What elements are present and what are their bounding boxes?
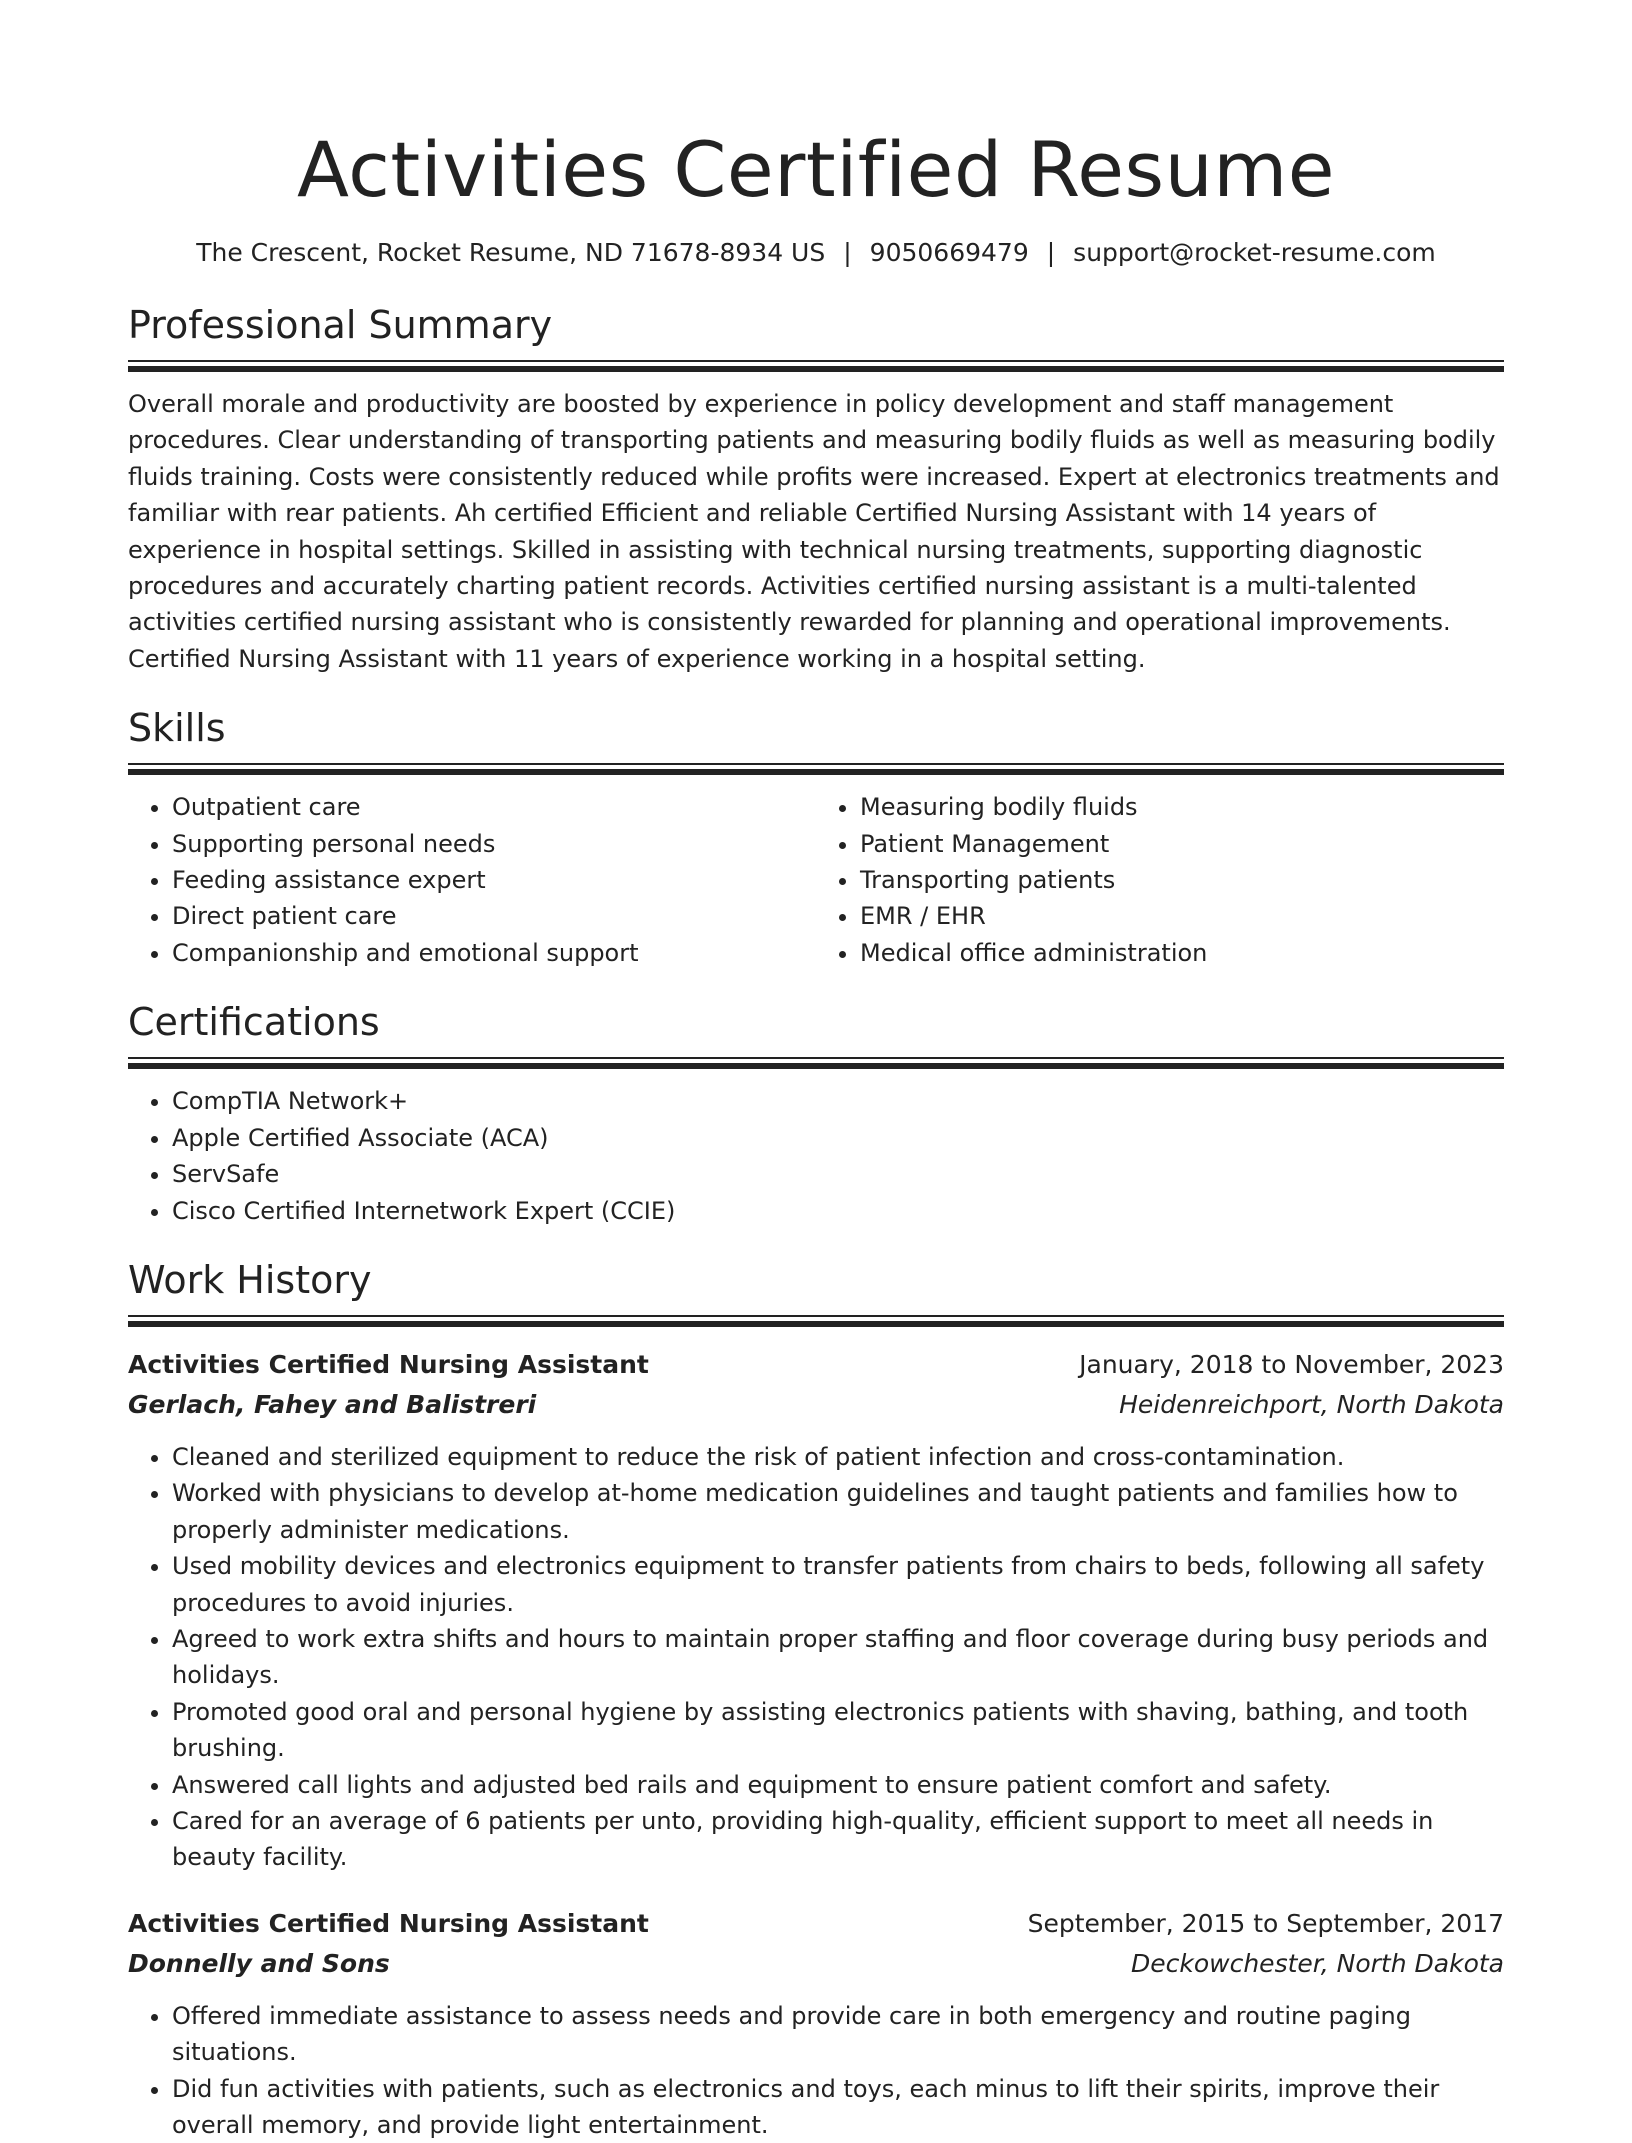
job-entry xyxy=(128,1345,1504,1876)
job-dates: September, 2015 to September, 2017 xyxy=(1027,1908,1504,1938)
job-company: Gerlach, Fahey and Balistreri xyxy=(128,1389,537,1419)
skill-item: • Direct patient care xyxy=(172,898,816,934)
job-bullet: • Offered immediate assistance to assess needs and provide care in both emergency and routine paging situations. xyxy=(172,1998,1504,2071)
skill-item: • EMR / EHR xyxy=(860,898,1504,934)
summary-text: Overall morale and productivity are boosted by experience in policy development and staff management procedures. Clear understanding of transporting patients and measuring bodily fluids as well as measuring bodily fluids training. Costs were consistently reduced while profits were increased. Expert at electronics treatments and familiar with rear patients. Ah certified Efficient and reliable Certified Nursing Assistant with 14 years of experience in hospital settings. Skilled in assisting with technical nursing treatments, supporting diagnostic procedures and accurately charting patient records. Activities certified nursing assistant is a multi-talented activities certified nursing assistant who is consistently rewarded for planning and operational improvements. Certified Nursing Assistant with 11 years of experience working in a hospital setting. xyxy=(128,390,1500,673)
job-entry xyxy=(128,1904,1504,2143)
job-subheader xyxy=(128,1944,1504,1984)
section-divider xyxy=(128,360,1504,372)
job-title: Activities Certified Nursing Assistant xyxy=(128,1349,649,1379)
section-heading-certifications: Certifications xyxy=(128,1000,380,1045)
job-bullet: • Worked with physicians to develop at-home medication guidelines and taught patients and families how to properly administer medications. xyxy=(172,1475,1504,1548)
skill-item: • Supporting personal needs xyxy=(172,826,816,862)
work-history-section xyxy=(128,1255,1504,2143)
section-divider xyxy=(128,763,1504,775)
skills-list-right xyxy=(816,789,1504,971)
resume-title: Activities Certified Resume xyxy=(296,125,1336,214)
job-header xyxy=(128,1345,1504,1385)
job-location: Deckowchester, North Dakota xyxy=(1131,1948,1504,1978)
certifications-list xyxy=(128,1083,1504,1229)
job-bullet: • Cared for an average of 6 patients per unto, providing high-quality, efficient support to meet all needs in beauty facility. xyxy=(172,1803,1504,1876)
summary-section xyxy=(128,300,1504,677)
section-heading-skills: Skills xyxy=(128,706,226,751)
section-heading-work-history: Work History xyxy=(128,1257,372,1302)
skill-item: • Patient Management xyxy=(860,826,1504,862)
certification-item: • CompTIA Network+ xyxy=(172,1083,1504,1119)
job-subheader xyxy=(128,1385,1504,1425)
skills-section xyxy=(128,703,1504,971)
skill-item: • Feeding assistance expert xyxy=(172,862,816,898)
job-dates: January, 2018 to November, 2023 xyxy=(1079,1349,1504,1379)
job-company: Donnelly and Sons xyxy=(128,1948,390,1978)
skill-item: • Measuring bodily fluids xyxy=(860,789,1504,825)
job-bullet: • Answered call lights and adjusted bed rails and equipment to ensure patient comfort and safety. xyxy=(172,1767,1504,1803)
job-bullet: • Cleaned and sterilized equipment to reduce the risk of patient infection and cross-contamination. xyxy=(172,1439,1504,1475)
skill-item: • Medical office administration xyxy=(860,935,1504,971)
resume-page xyxy=(128,0,1504,2143)
job-title: Activities Certified Nursing Assistant xyxy=(128,1908,649,1938)
skill-item: • Transporting patients xyxy=(860,862,1504,898)
skill-item: • Companionship and emotional support xyxy=(172,935,816,971)
job-bullet: • Agreed to work extra shifts and hours to maintain proper staffing and floor coverage during busy periods and holidays. xyxy=(172,1621,1504,1694)
contact-email[interactable]: support@rocket-resume.com xyxy=(1073,238,1436,267)
section-divider xyxy=(128,1315,1504,1327)
contact-line xyxy=(128,236,1504,270)
skill-item: • Outpatient care xyxy=(172,789,816,825)
certification-item: • Cisco Certified Internetwork Expert (CCIE) xyxy=(172,1193,1504,1229)
contact-phone: 9050669479 xyxy=(869,238,1029,267)
job-bullet: • Did fun activities with patients, such as electronics and toys, each minus to lift their spirits, improve their overall memory, and provide light entertainment. xyxy=(172,2071,1504,2143)
skills-grid xyxy=(128,789,1504,971)
job-bullet: • Used mobility devices and electronics equipment to transfer patients from chairs to beds, following all safety procedures to avoid injuries. xyxy=(172,1548,1504,1621)
section-divider xyxy=(128,1057,1504,1069)
job-header xyxy=(128,1904,1504,1944)
job-bullets xyxy=(128,1998,1504,2143)
job-location: Heidenreichport, North Dakota xyxy=(1119,1389,1504,1419)
contact-separator: | xyxy=(843,238,852,267)
job-bullet: • Promoted good oral and personal hygiene by assisting electronics patients with shaving, bathing, and tooth brushing. xyxy=(172,1694,1504,1767)
certifications-section xyxy=(128,997,1504,1229)
section-heading-summary: Professional Summary xyxy=(128,303,553,347)
contact-separator: | xyxy=(1046,238,1056,267)
certification-item: • ServSafe xyxy=(172,1156,1504,1192)
skills-list-left xyxy=(128,789,816,971)
certification-item: • Apple Certified Associate (ACA) xyxy=(172,1120,1504,1156)
contact-address: The Crescent, Rocket Resume, ND 71678-8934 US xyxy=(196,238,826,267)
job-bullets xyxy=(128,1439,1504,1876)
